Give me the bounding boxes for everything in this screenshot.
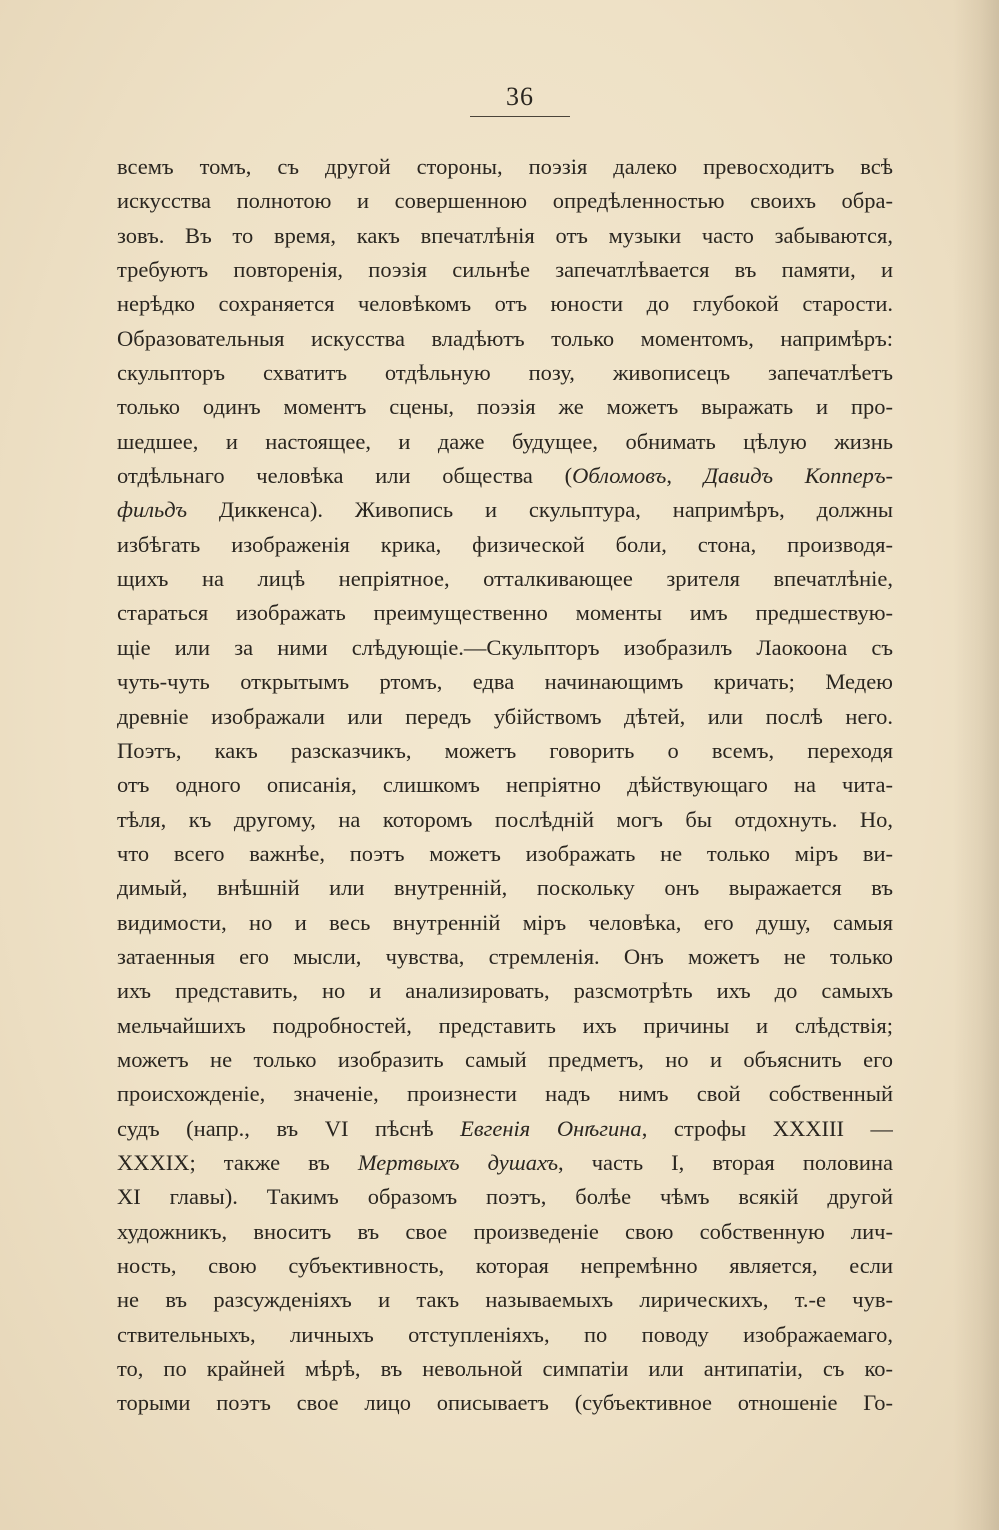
text-line: [117, 1283, 893, 1317]
text-line: [117, 1146, 893, 1180]
text-segment: щихъ на лицѣ непріятное, отталкивающее зрителя впечатлѣніе,: [117, 566, 893, 592]
text-line: [117, 1043, 893, 1077]
text-line: [117, 665, 893, 699]
text-line: [117, 1318, 893, 1352]
text-line: [117, 768, 893, 802]
text-line: [117, 493, 893, 527]
text-segment: ихъ представить, но и анализировать, разсмотрѣть ихъ до самыхъ: [117, 978, 893, 1004]
text-line: [117, 631, 893, 665]
text-line: [117, 562, 893, 596]
text-line: [117, 871, 893, 905]
text-segment: то, по крайней мѣрѣ, въ невольной симпатіи или антипатіи, съ ко-: [117, 1356, 893, 1382]
text-segment: судъ (напр., въ VI пѣснѣ: [117, 1115, 461, 1141]
italic-title: Евгенія Онѣгина: [460, 1115, 642, 1141]
page-number-rule: [470, 116, 570, 117]
text-line: [117, 184, 893, 218]
text-segment: ствительныхъ, личныхъ отступленіяхъ, по поводу изображаемаго,: [117, 1321, 893, 1347]
text-line: [117, 356, 893, 390]
text-segment: отъ одного описанія, слишкомъ непріятно дѣйствующаго на чита-: [117, 772, 893, 798]
text-line: [117, 528, 893, 562]
text-line: [117, 253, 893, 287]
text-line: [117, 459, 893, 493]
text-line: [117, 287, 893, 321]
text-segment: что всего важнѣе, поэтъ можетъ изображать не только міръ ви-: [117, 840, 893, 866]
text-segment: отдѣльнаго человѣка или общества (: [117, 463, 573, 489]
text-segment: мельчайшихъ подробностей, представить ихъ причины и слѣдствія;: [117, 1012, 893, 1038]
text-line: [117, 1249, 893, 1283]
text-line: [117, 940, 893, 974]
text-segment: , часть I, вторая половина: [558, 1149, 893, 1175]
text-segment: требуютъ повторенія, поэзія сильнѣе запечатлѣвается въ памяти, и: [117, 257, 893, 283]
text-line: [117, 1180, 893, 1214]
text-segment: зовъ. Въ то время, какъ впечатлѣнія отъ музыки часто забываются,: [117, 222, 893, 248]
text-line: [117, 596, 893, 630]
text-segment: чуть-чуть открытымъ ртомъ, едва начинающимъ кричать; Медею: [117, 669, 893, 695]
text-segment: нерѣдко сохраняется человѣкомъ отъ юности до глубокой старости.: [117, 291, 893, 317]
text-segment: XI главы). Такимъ образомъ поэтъ, болѣе чѣмъ всякій другой: [117, 1184, 893, 1210]
text-line: [117, 803, 893, 837]
text-segment: торыми поэтъ свое лицо описываетъ (субъективное отношеніе Го-: [117, 1390, 893, 1416]
text-segment: художникъ, вноситъ въ свое произведеніе свою собственную лич-: [117, 1218, 893, 1244]
text-line: [117, 1077, 893, 1111]
text-segment: XXXIX; также въ: [117, 1149, 358, 1175]
text-line: [117, 390, 893, 424]
italic-title: Давидъ Копперъ-: [703, 463, 893, 489]
text-segment: стараться изображать преимущественно моменты имъ предшествую-: [117, 600, 893, 626]
text-segment: ность, свою субъективность, которая непремѣнно является, если: [117, 1253, 893, 1278]
text-segment: шедшее, и настоящее, и даже будущее, обнимать цѣлую жизнь: [117, 428, 893, 454]
text-segment: видимости, но и весь внутренній міръ человѣка, его душу, самыя: [117, 909, 893, 935]
italic-title: фильдъ: [117, 497, 188, 523]
text-segment: избѣгать изображенія крика, физической боли, стона, производя-: [117, 531, 893, 557]
text-line: [117, 734, 893, 768]
text-segment: всемъ томъ, съ другой стороны, поэзія далеко превосходитъ всѣ: [117, 154, 893, 179]
text-line: [117, 1215, 893, 1249]
text-segment: можетъ не только изобразить самый предметъ, но и объяснить его: [117, 1046, 893, 1072]
text-segment: ,: [666, 463, 704, 489]
page-number: 36: [506, 82, 534, 111]
text-segment: затаенныя его мысли, чувства, стремленія. Онъ можетъ не только: [117, 943, 893, 969]
text-segment: не въ разсужденіяхъ и такъ называемыхъ лирическихъ, т.-е чув-: [117, 1287, 893, 1313]
text-line: [117, 837, 893, 871]
text-line: [117, 219, 893, 253]
text-segment: Поэтъ, какъ разсказчикъ, можетъ говорить о всемъ, переходя: [117, 737, 893, 763]
italic-title: Мертвыхъ душахъ: [357, 1149, 559, 1175]
text-line: [117, 425, 893, 459]
text-line: [117, 150, 893, 184]
page-binding-shadow: [953, 0, 999, 1530]
text-line: [117, 1352, 893, 1386]
text-line: [117, 322, 893, 356]
body-text: [117, 150, 893, 1421]
text-segment: , строфы XXXIII —: [641, 1115, 893, 1141]
text-segment: искусства полнотою и совершенною опредѣленностью своихъ обра-: [117, 188, 893, 214]
text-line: [117, 906, 893, 940]
text-segment: Диккенса). Живопись и скульптура, напримѣръ, должны: [187, 497, 893, 523]
text-segment: скульпторъ схватитъ отдѣльную позу, живописецъ запечатлѣетъ: [117, 360, 893, 386]
text-segment: тѣля, къ другому, на которомъ послѣдній могъ бы отдохнуть. Но,: [117, 806, 893, 832]
text-line: [117, 700, 893, 734]
text-line: [117, 1112, 893, 1146]
text-segment: щіе или за ними слѣдующіе.—Скульпторъ изобразилъ Лаокоона съ: [117, 634, 893, 660]
text-line: [117, 974, 893, 1008]
text-segment: димый, внѣшній или внутренній, поскольку онъ выражается въ: [117, 875, 893, 901]
text-segment: происхожденіе, значеніе, произнести надъ нимъ свой собственный: [117, 1081, 893, 1107]
text-line: [117, 1009, 893, 1043]
text-segment: Образовательныя искусства владѣютъ только моментомъ, напримѣръ:: [117, 325, 893, 351]
italic-title: Обломовъ: [572, 463, 667, 489]
text-line: [117, 1386, 893, 1420]
text-segment: только одинъ моментъ сцены, поэзія же можетъ выражать и про-: [117, 394, 893, 420]
text-segment: древніе изображали или передъ убійствомъ дѣтей, или послѣ него.: [117, 703, 893, 729]
